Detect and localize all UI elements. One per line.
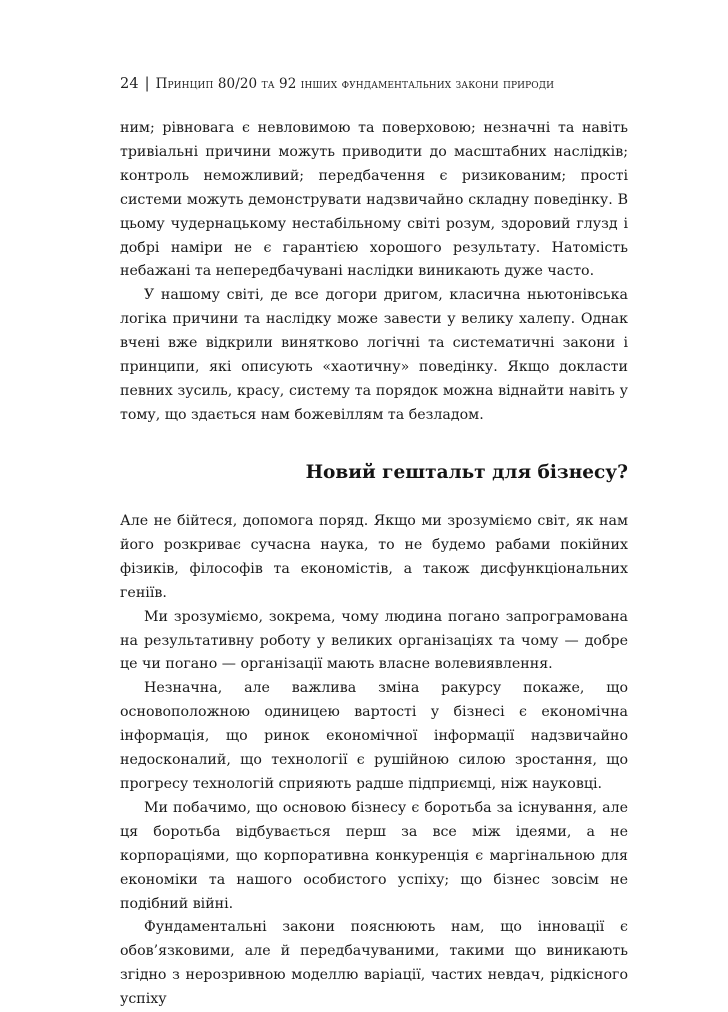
paragraph: Але не бійтеся, допомога поряд. Якщо ми зрозуміємо світ, як нам його розкриває сучасна наука, то не будемо рабами покійних фізиків, філософів та економістів, а також дисфункціональних геніїв. (120, 513, 628, 601)
section-heading: Новий гештальт для бізнесу? (305, 462, 628, 483)
section-text-block (120, 510, 628, 1012)
paragraph: ним; рівновага є невловимою та поверховою; незначні та навіть тривіальні причини можуть приводити до масштабних наслідків; контроль неможливий; передбачення є ризикованим; прості системи можуть демонструвати надзвичайно складну поведінку. В цьому чудернацькому нестабільному світі розум, здоровий глузд і добрі наміри не є гарантією хорошого результату. Натомість небажані та непередбачувані наслідки виникають дуже часто. (120, 120, 628, 280)
running-head (120, 76, 640, 92)
page-number: 24 (120, 76, 139, 92)
paragraph: Незначна, але важлива зміна ракурсу покаже, що основоположною одиницею вартості у бізнесі є економічна інформація, що ринок економічної інформації надзвичайно недосконалий, що технології є рушійною силою зростання, що прогресу технологій сприяють радше підприємці, ніж науковці. (120, 680, 628, 792)
paragraph: Ми побачимо, що основою бізнесу є боротьба за існування, але ця боротьба відбувається перш за все між ідеями, а не корпораціями, що корпоративна конкуренція є маргінальною для економіки та нашого особистого успіху; що бізнес зовсім не подібний війні. (120, 799, 628, 912)
intro-text-block (120, 117, 628, 428)
paragraph: У нашому світі, де все догори дригом, класична ньютонівська логіка причини та наслідку може завести у велику халепу. Однак вчені вже відкрили винятково логічні та систематичні закони і принципи, які описують «хаотичну» поведінку. Якщо докласти певних зусиль, красу, систему та порядок можна віднайти навіть у тому, що здається нам божевіллям та безладом. (120, 287, 628, 423)
paragraph: Ми зрозуміємо, зокрема, чому людина погано запрограмована на результативну роботу у великих організаціях та чому — добре це чи погано — організації мають власне волевиявлення. (120, 608, 628, 673)
paragraph: Фундаментальні закони пояснюють нам, що інновації є обов’язковими, але й передбачуваними, такими що виникають згідно з нерозривною моделлю варіації, частих невдач, рідкісного успіху (120, 919, 628, 1008)
header-separator: | (144, 76, 150, 92)
book-title: Принцип 80/20 та 92 інших фундаментальних закони природи (155, 76, 555, 92)
